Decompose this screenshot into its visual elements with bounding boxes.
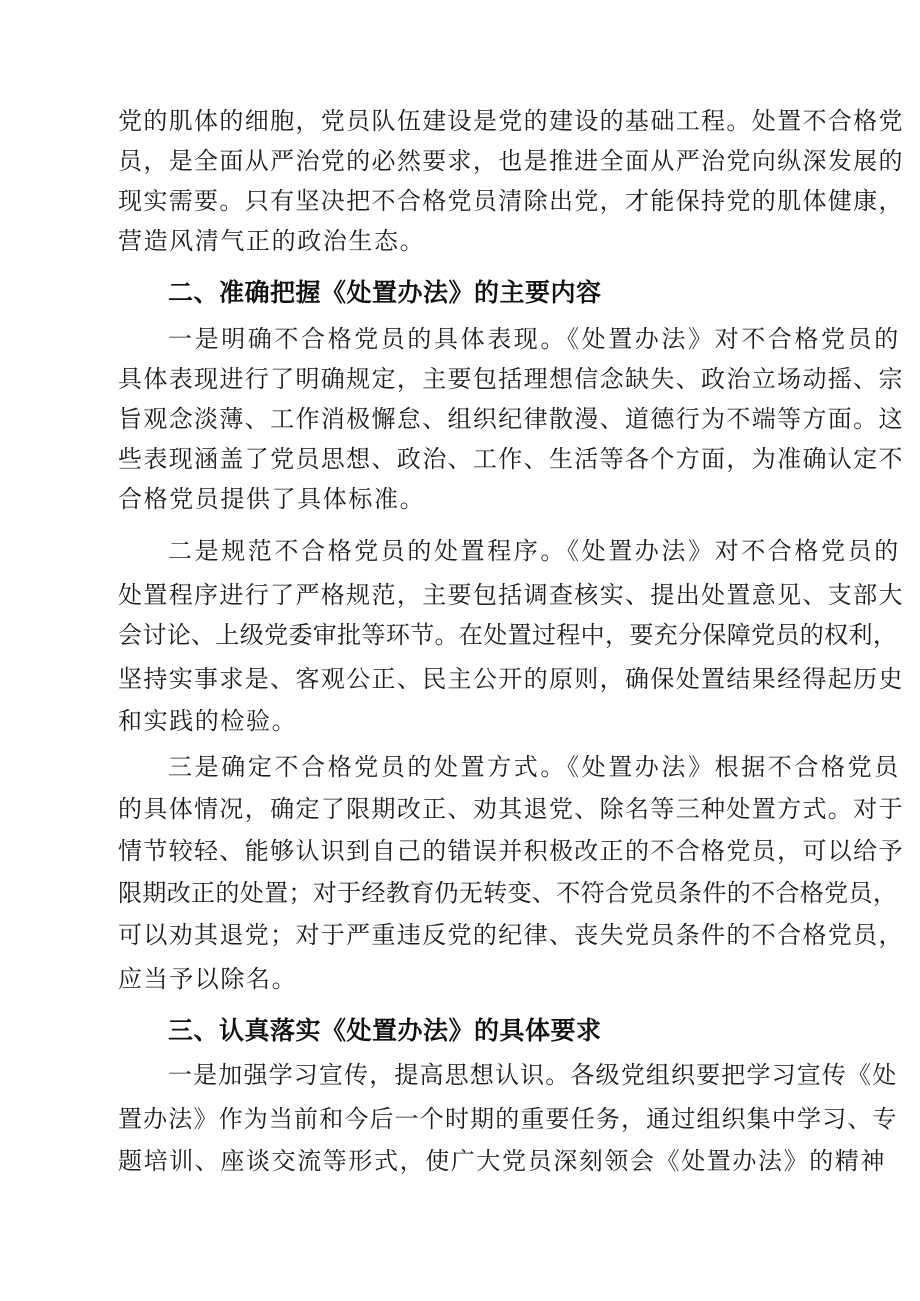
body-line: 处置程序进行了严格规范，主要包括调查核实、提出处置意见、支部大	[118, 581, 904, 609]
body-line: 现实需要。只有坚决把不合格党员清除出党，才能保持党的肌体健康，	[118, 187, 904, 215]
body-line: 和实践的检验。	[118, 707, 298, 735]
body-line: 党的肌体的细胞，党员队伍建设是党的建设的基础工程。处置不合格党	[118, 107, 904, 135]
body-line: 旨观念淡薄、工作消极懈怠、组织纪律散漫、道德行为不端等方面。这	[118, 405, 904, 433]
body-line: 具体表现进行了明确规定，主要包括理想信念缺失、政治立场动摇、宗	[118, 365, 904, 393]
body-line: 会讨论、上级党委审批等环节。在处置过程中，要充分保障党员的权利，	[118, 621, 898, 649]
body-line: 些表现涵盖了党员思想、政治、工作、生活等各个方面，为准确认定不	[118, 445, 904, 473]
body-line: 合格党员提供了具体标准。	[118, 485, 426, 513]
paragraph-first-line: 一是明确不合格党员的具体表现。《处置办法》对不合格党员的	[168, 325, 901, 353]
body-line: 可以劝其退党；对于严重违反党的纪律、丧失党员条件的不合格党员，	[118, 921, 904, 949]
body-line: 营造风清气正的政治生态。	[118, 227, 426, 255]
body-line: 员，是全面从严治党的必然要求，也是推进全面从严治党向纵深发展的	[118, 147, 904, 175]
body-line: 限期改正的处置；对于经教育仍无转变、不符合党员条件的不合格党员，	[118, 879, 898, 907]
body-line: 置办法》作为当前和今后一个时期的重要任务，通过组织集中学习、专	[118, 1105, 898, 1133]
section-heading: 二、准确把握《处置办法》的主要内容	[168, 278, 602, 307]
body-line: 应当予以除名。	[118, 965, 298, 993]
paragraph-first-line: 一是加强学习宣传，提高思想认识。各级党组织要把学习宣传《处	[168, 1061, 898, 1089]
body-line: 题培训、座谈交流等形式，使广大党员深刻领会《处置办法》的精神	[118, 1147, 886, 1175]
body-line: 的具体情况，确定了限期改正、劝其退党、除名等三种处置方式。对于	[118, 795, 904, 823]
section-heading: 三、认真落实《处置办法》的具体要求	[168, 1016, 602, 1045]
paragraph-first-line: 二是规范不合格党员的处置程序。《处置办法》对不合格党员的	[168, 537, 901, 565]
body-line: 情节较轻、能够认识到自己的错误并积极改正的不合格党员，可以给予	[118, 837, 904, 865]
body-line: 坚持实事求是、客观公正、民主公开的原则，确保处置结果经得起历史	[118, 665, 904, 693]
paragraph-first-line: 三是确定不合格党员的处置方式。《处置办法》根据不合格党员	[168, 753, 901, 781]
